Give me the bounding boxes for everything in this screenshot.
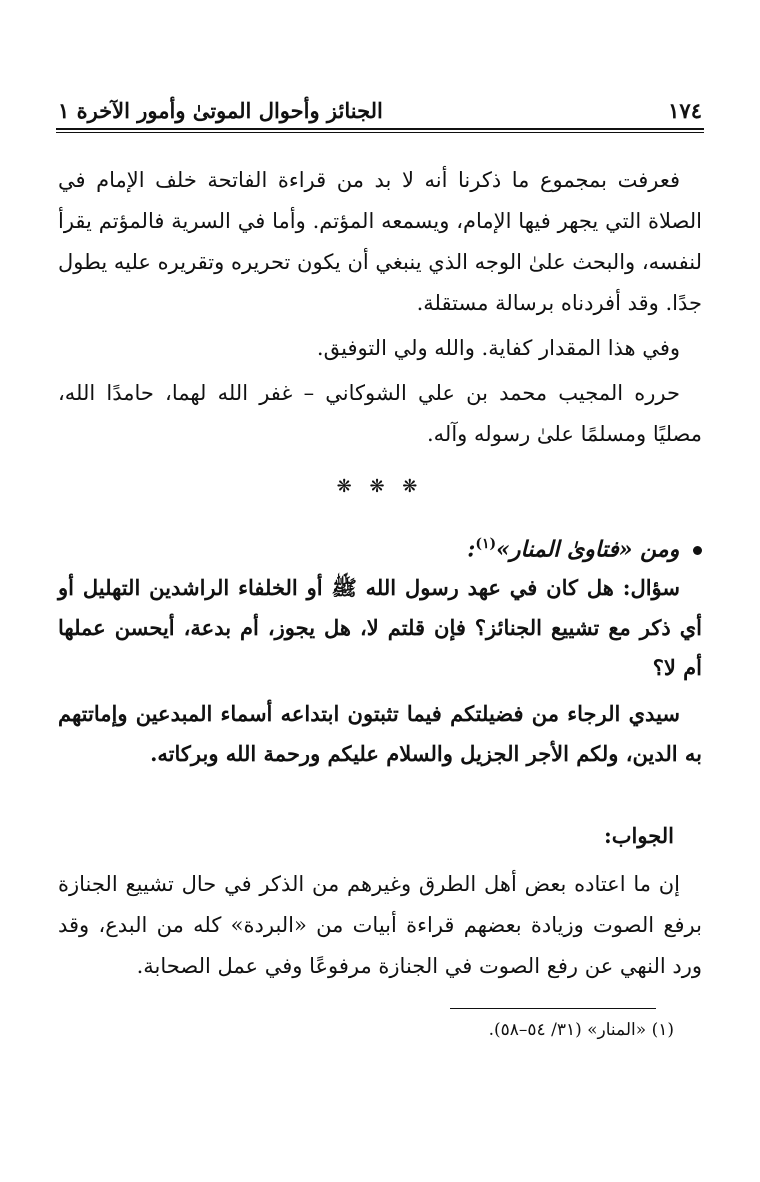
intro-paragraph-3: حرره المجيب محمد بن علي الشوكاني – غفر الله لهما، حامدًا الله، مصليًا ومسلمًا علىٰ رسوله وآله. <box>58 381 702 446</box>
page-number: ١٧٤ <box>668 97 702 123</box>
footnote-marker: (١) <box>475 536 497 552</box>
section-separator: ❋ ❋ ❋ <box>336 476 424 497</box>
intro-section <box>58 160 702 455</box>
header-rule <box>56 128 704 133</box>
bullet-icon <box>693 546 702 555</box>
question-paragraph-1: سؤال: هل كان في عهد رسول الله ﷺ أو الخلفاء الراشدين التهليل أو أي ذكر مع تشييع الجنائز؟ فإن قلتم لا، هل يجوز، أم بدعة، أيحسن عملها أم لا؟ <box>58 575 702 680</box>
answer-block <box>58 864 702 987</box>
fatawa-label: ومن «فتاوىٰ المنار» <box>496 536 680 563</box>
footnote: (١) «المنار» (٣١/ ٥٤–٥٨). <box>488 1020 674 1040</box>
intro-paragraph-1: فعرفت بمجموع ما ذكرنا أنه لا بد من قراءة الفاتحة خلف الإمام في الصلاة التي يجهر فيها الإمام، ويسمعه المؤتم. وأما في السرية فالمؤتم يقرأ لنفسه، والبحث علىٰ الوجه الذي ينبغي أن يكون تحريره وتقريره عليه يطول جدًا. وقد أفردناه برسالة مستقلة. <box>58 168 702 315</box>
question-paragraph-2: سيدي الرجاء من فضيلتكم فيما تثبتون ابتداعه أسماء المبدعين وإماتتهم به الدين، ولكم الأجر الجزيل والسلام عليكم ورحمة الله وبركاته. <box>58 701 702 766</box>
page-header <box>58 92 702 128</box>
intro-paragraph-2: وفي هذا المقدار كفاية. والله ولي التوفيق. <box>316 336 680 360</box>
fatawa-colon: : <box>467 536 476 563</box>
answer-paragraph: إن ما اعتاده بعض أهل الطرق وغيرهم من الذكر في حال تشييع الجنازة برفع الصوت وزيادة بعضهم قراءة أبيات من «البردة» كله من البدع، وقد ورد النهي عن رفع الصوت في الجنازة مرفوعًا وفي عمل الصحابة. <box>58 872 702 978</box>
fatawa-heading <box>58 524 702 569</box>
footnote-rule <box>450 1008 656 1009</box>
question-block <box>58 568 702 780</box>
answer-heading: الجواب: <box>604 823 674 848</box>
running-title: الجنائز وأحوال الموتىٰ وأمور الآخرة ١ <box>58 97 383 123</box>
